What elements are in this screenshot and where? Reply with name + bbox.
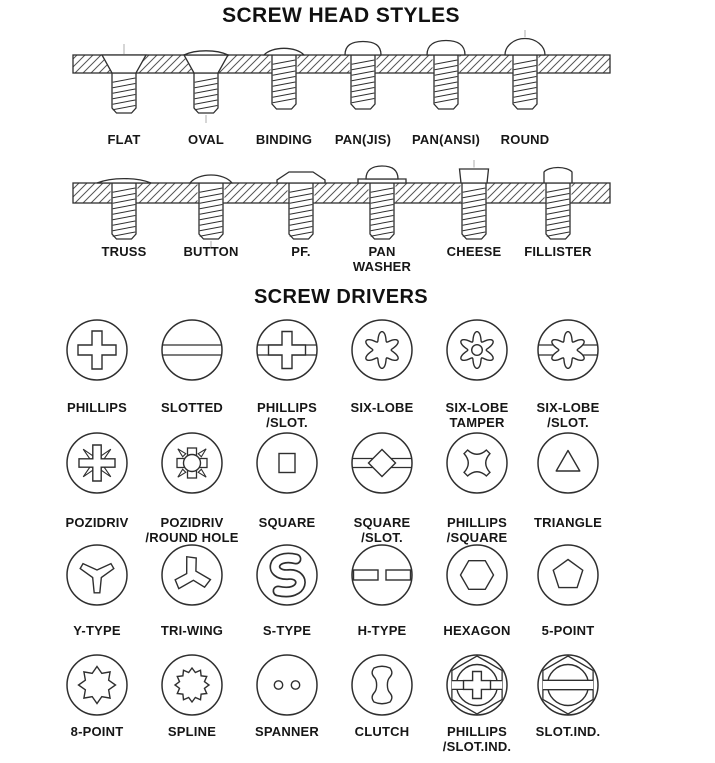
driver-label-pozidriv: POZIDRIV — [65, 515, 129, 530]
clutch-icon — [352, 655, 412, 715]
pozidriv-round-icon — [162, 433, 222, 493]
driver-label-clutch: CLUTCH — [354, 724, 410, 739]
driver-label-5-point: 5-POINT — [541, 623, 595, 638]
driver-label-phillips: PHILLIPS — [66, 400, 128, 415]
driver-label-spline: SPLINE — [167, 724, 217, 739]
driver-label-h-type: H-TYPE — [357, 623, 407, 638]
phillips-icon — [67, 320, 127, 380]
tri-wing-icon — [162, 545, 222, 605]
head-label-truss: TRUSS — [101, 244, 147, 259]
slot-ind-icon — [538, 655, 598, 715]
head-label-button: BUTTON — [183, 244, 239, 259]
head-label-cheese: CHEESE — [446, 244, 502, 259]
screw-pan-ansi — [427, 41, 465, 110]
driver-label-spanner: SPANNER — [254, 724, 320, 739]
driver-label-s-type: S-TYPE — [262, 623, 312, 638]
driver-label-phillips-square: PHILLIPS /SQUARE — [446, 515, 508, 545]
pozidriv-icon — [67, 433, 127, 493]
phillips-square-icon — [447, 433, 507, 493]
driver-label-8-point: 8-POINT — [70, 724, 124, 739]
screw-pan-jis — [345, 42, 381, 110]
five-point-icon — [538, 545, 598, 605]
screw-oval — [184, 51, 229, 123]
driver-label-square-slot: SQUARE /SLOT. — [353, 515, 411, 545]
eight-point-icon — [67, 655, 127, 715]
drivers-title: SCREW DRIVERS — [253, 286, 429, 308]
head-label-pan-washer: PAN WASHER — [352, 244, 412, 274]
square-icon — [257, 433, 317, 493]
screw-fillister — [544, 168, 572, 239]
driver-label-hexagon: HEXAGON — [443, 623, 511, 638]
head-styles-title: SCREW HEAD STYLES — [222, 4, 460, 27]
driver-label-square: SQUARE — [258, 515, 316, 530]
driver-label-six-lobe-tamper: SIX-LOBE TAMPER — [445, 400, 509, 430]
screw-flat — [102, 44, 147, 113]
head-label-round: ROUND — [500, 132, 550, 147]
triangle-icon — [538, 433, 598, 493]
screw-pf — [277, 172, 325, 239]
phillips-slot-icon — [257, 320, 317, 380]
hexagon-icon — [447, 545, 507, 605]
head-label-pf: PF. — [291, 244, 311, 259]
driver-label-slotted: SLOTTED — [160, 400, 224, 415]
head-row-2-art — [0, 158, 715, 250]
head-label-flat: FLAT — [107, 132, 141, 147]
driver-label-slot-ind: SLOT.IND. — [535, 724, 601, 739]
driver-label-six-lobe: SIX-LOBE — [350, 400, 414, 415]
head-label-oval: OVAL — [188, 132, 224, 147]
driver-label-phillips-slot: PHILLIPS /SLOT. — [256, 400, 318, 430]
phillips-slot-ind-icon — [447, 655, 507, 715]
y-type-icon — [67, 545, 127, 605]
spanner-icon — [257, 655, 317, 715]
head-label-fillister: FILLISTER — [524, 244, 592, 259]
head-label-pan-ansi: PAN(ANSI) — [412, 132, 480, 147]
head-row-1-art — [0, 28, 715, 128]
slotted-icon — [162, 320, 222, 380]
s-type-icon — [257, 545, 317, 605]
driver-label-six-lobe-slot: SIX-LOBE /SLOT. — [536, 400, 600, 430]
driver-label-phillips-slot-ind: PHILLIPS /SLOT.IND. — [442, 724, 512, 754]
six-lobe-icon — [352, 320, 412, 380]
driver-label-triangle: TRIANGLE — [533, 515, 603, 530]
head-label-binding: BINDING — [255, 132, 313, 147]
driver-label-pozidriv-round-hole: POZIDRIV /ROUND HOLE — [145, 515, 239, 545]
h-type-icon — [352, 545, 412, 605]
screw-cheese — [460, 160, 489, 239]
head-label-pan-jis: PAN(JIS) — [334, 132, 392, 147]
driver-label-tri-wing: TRI-WING — [160, 623, 224, 638]
six-lobe-slot-icon — [538, 320, 598, 380]
six-lobe-tamper-icon — [447, 320, 507, 380]
spline-icon — [162, 655, 222, 715]
square-slot-icon — [352, 433, 412, 493]
driver-label-y-type: Y-TYPE — [73, 623, 121, 638]
